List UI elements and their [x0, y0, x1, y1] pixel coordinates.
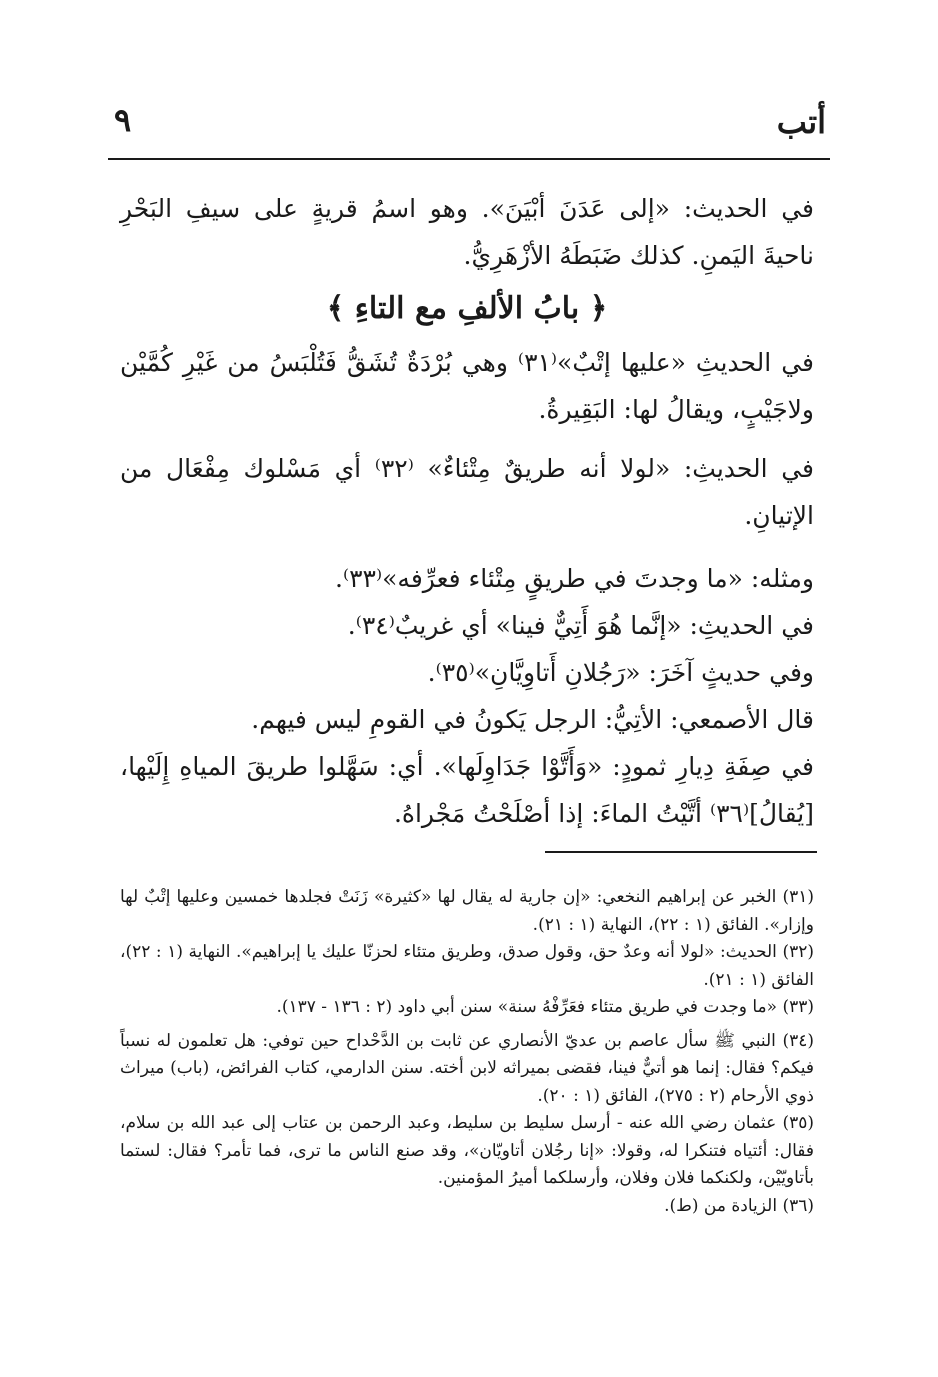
header-divider	[108, 158, 830, 160]
running-head-title: أتب	[776, 103, 826, 141]
main-text	[120, 185, 814, 837]
footnote-33: (٣٣) «ما وجدت في طريق متئاء فعَرِّفْهُ سنة» سنن أبي داود (٢ : ١٣٦ - ١٣٧).	[276, 997, 814, 1017]
paragraph: قال الأصمعي: الأتِيُّ: الرجل يَكونُ في القومِ ليس فيهم.	[251, 705, 814, 734]
footnote-32: (٣٢) الحديث: «لولا أنه وعدٌ حق، وقول صدق، وطريق متئاء لحزنّا عليك يا إبراهيم». النهاية (١ : ٢٢)، الفائق (١ : ٢١).	[120, 942, 814, 990]
footnote-36: (٣٦) الزيادة من (ط).	[664, 1195, 814, 1216]
footnote-divider	[545, 851, 817, 853]
footnote-31: (٣١) الخبر عن إبراهيم النخعي: «إن جارية له يقال لها «كثيرة» زَنَتْ فجلدها خمسين وعليها إتْبٌ لها وإزار». الفائق (١ : ٢٢)، النهاية (١ : ٢١).	[120, 887, 814, 935]
paragraph: في الحديث: «إلى عَدَنَ أبْيَنَ». وهو اسمُ قريةٍ على سيفِ البَحْرِ ناحيةَ اليَمنِ. كذلك ضَبَطَهُ الأزْهَرِيُّ.	[120, 194, 814, 270]
paragraph: في الحديثِ «عليها إتْبٌ»⁽٣١⁾ وهي بُرْدَةٌ تُشَقُّ فَتُلْبَسُ من غَيْرِ كُمَّيْن ولاجَيْبٍ، ويقالُ لها: البَقِيرةُ.	[120, 348, 815, 424]
footnotes	[120, 884, 814, 1220]
paragraph: في الحديثِ: «إنَّما هُوَ أَتِيٌّ فينا» أي غريبٌ⁽٣٤⁾.	[347, 611, 814, 640]
page-header	[108, 95, 830, 155]
paragraph: في صِفَةِ دِيارِ ثمودٍ: «وَأَتَّوْا جَدَاوِلَها». أي: سَهَّلوا طريقَ المياهِ إِلَيْها، [يُقالُ]⁽٣٦⁾ أتَّيْتُ الماءَ: إذا أصْلَحْتُ مَجْراهُ.	[120, 752, 814, 828]
footnote-35: (٣٥) عثمان رضي الله عنه - أرسل سليط بن سليط، وعبد الرحمن بن عتاب إلى عبد الله بن سلام، فقال: أئتياه فتنكرا له، وقولا: «إنا رجُلان أتاويّان»، وقد صنع الناس ما ترى، فما تأمر؟ فقال: لستما بأتاويّيْن، ولكنكما فلان وفلان، وأرسلكما أميرُ المؤمنين.	[120, 1113, 814, 1188]
chapter-title: ﴿ بابُ الألفِ مع التاءِ ﴾	[326, 291, 608, 326]
page-number: ٩	[114, 101, 132, 139]
paragraph: وفي حديثٍ آخَرَ: «رَجُلانِ أَتاوِيَّانِ»⁽٣٥⁾.	[427, 658, 814, 687]
paragraph: ومثله: «ما وجدتَ في طريقٍ مِتْئاء فعرِّفه»⁽٣٣⁾.	[335, 564, 814, 593]
paragraph: في الحديثِ: «لولا أنه طريقٌ مِتْئاءٌ» ⁽٣٢⁾ أي مَسْلوك مِفْعَال من الإتيانِ.	[120, 454, 815, 530]
footnote-34: (٣٤) النبي ﷺ سأل عاصم بن عديّ الأنصاري عن ثابت بن الدَّحْداح حين توفي: هل تعلمون له نسباً فيكم؟ فقال: إنما هو أتيٌّ فينا، فقضى بميراثه لابن أخته. سنن الدارمي، كتاب الفرائض، (باب) ميراث ذوي الأرحام (٢ : ٢٧٥)، الفائق (١ : ٢٠).	[120, 1030, 814, 1106]
